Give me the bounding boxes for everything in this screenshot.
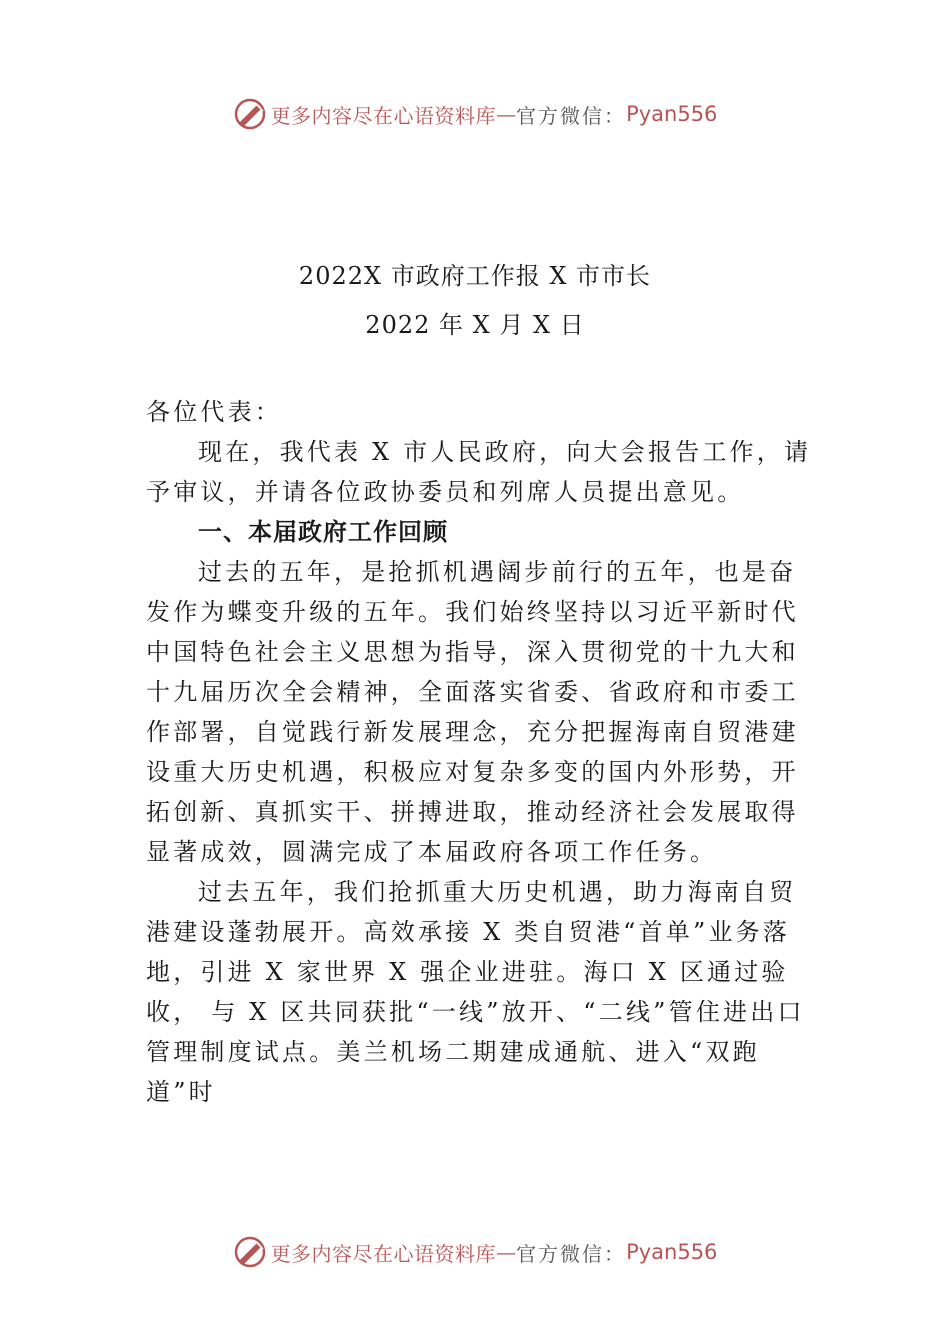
watermark-header bbox=[0, 94, 950, 134]
watermark-separator: — bbox=[496, 102, 517, 126]
pen-logo-icon bbox=[233, 97, 267, 131]
intro-text: 现在，我代表 X 市人民政府，向大会报告工作，请予审议，并请各位政协委员和列席人员提出意见。 bbox=[146, 438, 812, 506]
watermark-footer bbox=[0, 1232, 950, 1272]
body-paragraph-2 bbox=[146, 872, 816, 1112]
salutation-text: 各位代表： bbox=[146, 398, 282, 426]
salutation bbox=[146, 392, 816, 432]
document-title: 2022X 市政府工作报 X 市市长 bbox=[298, 262, 652, 290]
pen-logo-icon bbox=[233, 1235, 267, 1269]
watermark-separator: — bbox=[496, 1240, 517, 1264]
watermark-wechat-id: Pyan556 bbox=[626, 102, 718, 126]
document-date: 2022 年 X 月 X 日 bbox=[365, 311, 585, 339]
watermark-text: 更多内容尽在心语资料库 bbox=[270, 103, 497, 128]
watermark-label: 官方微信： bbox=[516, 1241, 627, 1266]
section-heading: 一、本届政府工作回顾 bbox=[198, 518, 448, 546]
body-paragraph-1 bbox=[146, 552, 816, 872]
paragraph-1-text: 过去的五年，是抢抓机遇阔步前行的五年，也是奋发作为蝶变升级的五年。我们始终坚持以习近平新时代中国特色社会主义思想为指导，深入贯彻党的十九大和十九届历次全会精神，全面落实省委、省政府和市委工作部署，自觉践行新发展理念，充分把握海南自贸港建设重大历史机遇，积极应对复杂多变的国内外形势，开拓创新、真抓实干、拼搏进取，推动经济社会发展取得显著成效，圆满完成了本届政府各项工作任务。 bbox=[146, 558, 799, 866]
watermark-text: 更多内容尽在心语资料库 bbox=[270, 1241, 497, 1266]
watermark-label: 官方微信： bbox=[516, 103, 627, 128]
watermark-wechat-id: Pyan556 bbox=[626, 1240, 718, 1264]
intro-paragraph bbox=[146, 432, 816, 512]
paragraph-2-text: 过去五年，我们抢抓重大历史机遇，助力海南自贸港建设蓬勃展开。高效承接 X 类自贸港“首单”业务落地，引进 X 家世界 X 强企业进驻。海口 X 区通过验收， 与 X 区共同获批“一线”放开、“二线”管住进出口管理制度试点。美兰机场二期建成通航、进入“双跑道”时 bbox=[146, 878, 805, 1106]
